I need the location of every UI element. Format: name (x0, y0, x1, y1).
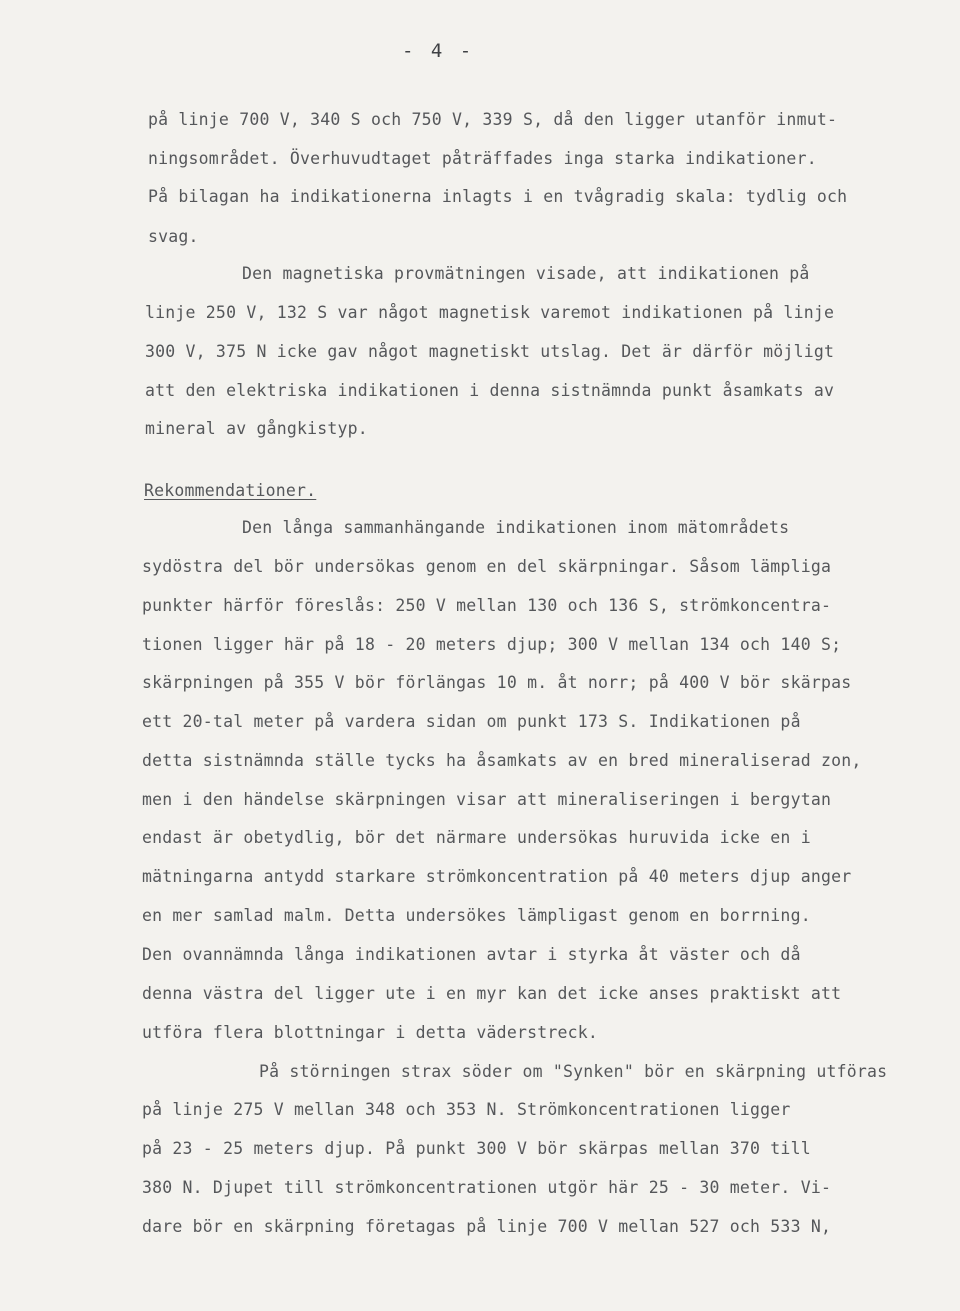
text-line: punkter härför föreslås: 250 V mellan 130 och 136 S, strömkoncentra- (142, 596, 832, 615)
text-line: på 23 - 25 meters djup. På punkt 300 V bör skärpas mellan 370 till (142, 1139, 811, 1158)
text-line: mineral av gångkistyp. (145, 419, 368, 438)
text-line: men i den händelse skärpningen visar att mineraliseringen i bergytan (142, 790, 832, 809)
text-line: utföra flera blottningar i detta väderstreck. (142, 1023, 599, 1042)
text-line: Den ovannämnda långa indikationen avtar i styrka åt väster och då (142, 945, 801, 964)
text-line: en mer samlad malm. Detta undersökes lämpligast genom en borrning. (142, 906, 811, 925)
text-line: endast är obetydlig, bör det närmare undersökas huruvida icke en i (142, 828, 811, 847)
text-line: mätningarna antydd starkare strömkoncentration på 40 meters djup anger (142, 867, 852, 886)
text-line: svag. (148, 227, 199, 246)
text-line: skärpningen på 355 V bör förlängas 10 m. åt norr; på 400 V bör skärpas (142, 673, 852, 692)
section-heading: Rekommendationer. (144, 481, 317, 500)
text-line: Den långa sammanhängande indikationen inom mätområdets (242, 518, 790, 537)
text-line: tionen ligger här på 18 - 20 meters djup; 300 V mellan 134 och 140 S; (142, 635, 842, 654)
page-number: - 4 - (402, 40, 475, 62)
text-line: 300 V, 375 N icke gav något magnetiskt utslag. Det är därför möjligt (145, 342, 835, 361)
text-line: på linje 700 V, 340 S och 750 V, 339 S, då den ligger utanför inmut- (148, 110, 838, 129)
text-line: På bilagan ha indikationerna inlagts i en tvågradig skala: tydlig och (148, 187, 848, 206)
text-line: sydöstra del bör undersökas genom en del skärpningar. Såsom lämpliga (142, 557, 832, 576)
text-line: dare bör en skärpning företagas på linje 700 V mellan 527 och 533 N, (142, 1217, 832, 1236)
text-line: ningsområdet. Överhuvudtaget påträffades inga starka indikationer. (148, 149, 817, 168)
text-line: Den magnetiska provmätningen visade, att indikationen på (242, 264, 810, 283)
text-line: På störningen strax söder om "Synken" bör en skärpning utföras (259, 1062, 888, 1081)
text-line: linje 250 V, 132 S var något magnetisk varemot indikationen på linje (145, 303, 835, 322)
text-line: 380 N. Djupet till strömkoncentrationen utgör här 25 - 30 meter. Vi- (142, 1178, 832, 1197)
text-line: denna västra del ligger ute i en myr kan det icke anses praktiskt att (142, 984, 842, 1003)
text-line: detta sistnämnda ställe tycks ha åsamkats av en bred mineraliserad zon, (142, 751, 862, 770)
text-line: ett 20-tal meter på vardera sidan om punkt 173 S. Indikationen på (142, 712, 801, 731)
text-line: att den elektriska indikationen i denna sistnämnda punkt åsamkats av (145, 381, 835, 400)
text-line: på linje 275 V mellan 348 och 353 N. Strömkoncentrationen ligger (142, 1100, 791, 1119)
